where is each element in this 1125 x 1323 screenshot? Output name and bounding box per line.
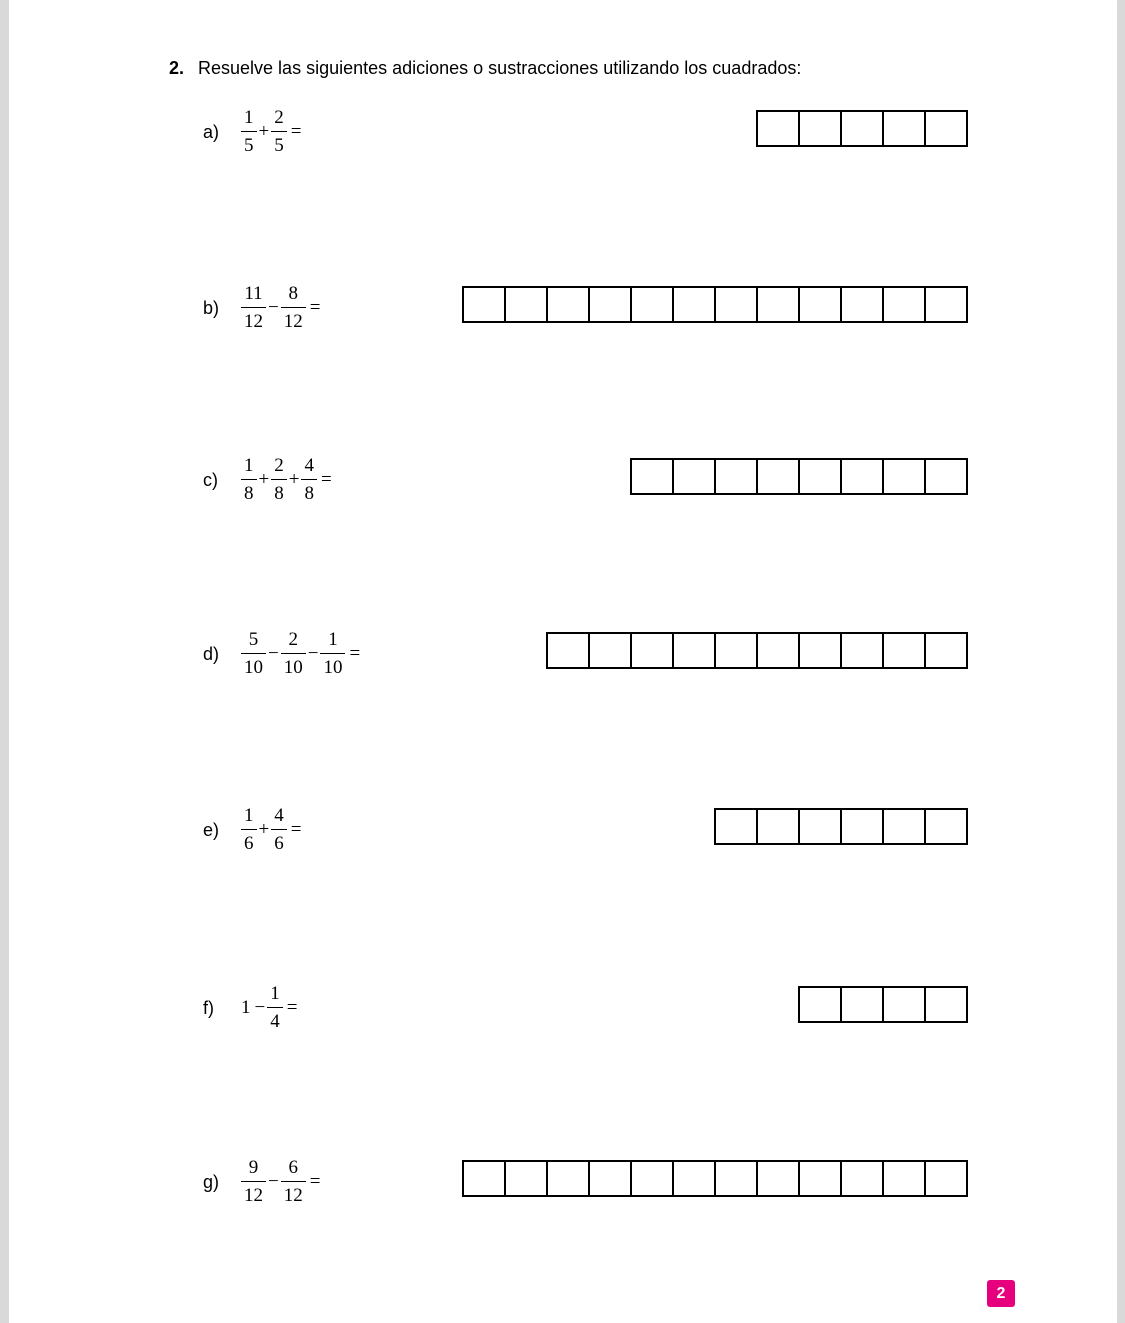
math-expression bbox=[241, 806, 303, 853]
operator-sign: + bbox=[258, 818, 270, 840]
fraction-numerator: 1 bbox=[270, 983, 280, 1004]
answer-square[interactable] bbox=[884, 458, 926, 495]
fraction-numerator: 1 bbox=[244, 107, 254, 128]
fraction-numerator: 2 bbox=[274, 107, 284, 128]
worksheet-page bbox=[9, 0, 1117, 1323]
answer-square[interactable] bbox=[674, 632, 716, 669]
exercise-item bbox=[9, 283, 1117, 346]
equals-sign: = bbox=[286, 996, 298, 1018]
fraction-numerator: 8 bbox=[288, 283, 298, 304]
item-letter: e) bbox=[203, 820, 220, 840]
answer-square[interactable] bbox=[842, 632, 884, 669]
operator-sign: − bbox=[307, 642, 319, 664]
answer-square[interactable] bbox=[842, 808, 884, 845]
math-expression bbox=[241, 630, 362, 677]
equals-sign: = bbox=[309, 296, 321, 318]
fraction-denominator: 10 bbox=[244, 657, 263, 678]
fraction bbox=[281, 284, 306, 331]
fraction-denominator: 12 bbox=[244, 311, 263, 332]
math-expression bbox=[241, 456, 334, 503]
fraction-denominator: 12 bbox=[244, 1185, 263, 1206]
fraction bbox=[320, 630, 345, 677]
fraction-numerator: 5 bbox=[248, 629, 259, 650]
fraction-denominator: 8 bbox=[244, 483, 254, 504]
answer-square[interactable] bbox=[926, 1160, 968, 1197]
answer-square[interactable] bbox=[758, 1160, 800, 1197]
operator-sign: + bbox=[258, 468, 270, 490]
answer-square[interactable] bbox=[758, 808, 800, 845]
equals-sign: = bbox=[349, 642, 361, 664]
fraction-denominator: 10 bbox=[283, 657, 303, 678]
answer-square[interactable] bbox=[716, 286, 758, 323]
fraction-denominator: 5 bbox=[244, 135, 254, 156]
exercise-item bbox=[9, 1157, 1117, 1220]
fraction-numerator: 1 bbox=[244, 805, 254, 826]
answer-squares bbox=[546, 632, 968, 669]
math-expression bbox=[241, 1158, 322, 1205]
fraction-denominator: 12 bbox=[283, 1185, 303, 1206]
answer-square[interactable] bbox=[800, 1160, 842, 1197]
answer-square[interactable] bbox=[842, 986, 884, 1023]
answer-square[interactable] bbox=[884, 632, 926, 669]
item-letter: g) bbox=[203, 1172, 220, 1192]
fraction-numerator: 9 bbox=[248, 1157, 259, 1178]
answer-square[interactable] bbox=[842, 110, 884, 147]
fraction-numerator: 2 bbox=[274, 455, 284, 476]
answer-square[interactable] bbox=[632, 286, 674, 323]
item-letter: c) bbox=[203, 470, 218, 490]
item-letter: b) bbox=[203, 298, 220, 318]
exercise-item bbox=[9, 455, 1117, 518]
answer-square[interactable] bbox=[716, 1160, 758, 1197]
answer-square[interactable] bbox=[716, 808, 758, 845]
fraction-denominator: 12 bbox=[283, 311, 303, 332]
fraction bbox=[281, 630, 306, 677]
fraction bbox=[271, 806, 287, 853]
answer-square[interactable] bbox=[926, 808, 968, 845]
fraction-denominator: 10 bbox=[323, 657, 343, 678]
answer-square[interactable] bbox=[800, 286, 842, 323]
answer-squares bbox=[798, 986, 968, 1023]
answer-square[interactable] bbox=[758, 632, 800, 669]
answer-square[interactable] bbox=[926, 632, 968, 669]
answer-square[interactable] bbox=[674, 286, 716, 323]
fraction-denominator: 5 bbox=[274, 135, 284, 156]
fraction bbox=[301, 456, 317, 503]
operator-sign: + bbox=[288, 468, 300, 490]
operator-sign: − bbox=[268, 642, 279, 664]
answer-square[interactable] bbox=[800, 632, 842, 669]
operator-sign: − bbox=[268, 296, 279, 318]
fraction-denominator: 6 bbox=[274, 833, 284, 854]
operator-sign: + bbox=[258, 120, 270, 142]
item-letter: a) bbox=[203, 122, 220, 142]
answer-square[interactable] bbox=[926, 458, 968, 495]
answer-square[interactable] bbox=[842, 1160, 884, 1197]
item-letter: d) bbox=[203, 644, 220, 664]
answer-square[interactable] bbox=[926, 986, 968, 1023]
answer-square[interactable] bbox=[800, 458, 842, 495]
exercise-item bbox=[9, 629, 1117, 692]
fraction bbox=[241, 1158, 266, 1205]
fraction bbox=[271, 108, 287, 155]
answer-square[interactable] bbox=[884, 986, 926, 1023]
fraction bbox=[281, 1158, 306, 1205]
answer-square[interactable] bbox=[464, 1160, 506, 1197]
answer-square[interactable] bbox=[674, 1160, 716, 1197]
exercise-number: 2. bbox=[169, 58, 185, 78]
answer-square[interactable] bbox=[674, 458, 716, 495]
fraction-denominator: 8 bbox=[274, 483, 284, 504]
fraction bbox=[241, 456, 257, 503]
answer-square[interactable] bbox=[884, 1160, 926, 1197]
answer-square[interactable] bbox=[800, 986, 842, 1023]
item-letter: f) bbox=[203, 998, 214, 1018]
answer-square[interactable] bbox=[506, 1160, 548, 1197]
answer-square[interactable] bbox=[548, 1160, 590, 1197]
answer-square[interactable] bbox=[632, 1160, 674, 1197]
fraction-numerator: 11 bbox=[244, 283, 263, 304]
fraction bbox=[241, 806, 257, 853]
fraction-numerator: 1 bbox=[328, 629, 338, 650]
math-expression bbox=[241, 108, 303, 155]
answer-square[interactable] bbox=[464, 286, 506, 323]
answer-squares bbox=[714, 808, 968, 845]
answer-square[interactable] bbox=[884, 808, 926, 845]
answer-square[interactable] bbox=[800, 110, 842, 147]
answer-square[interactable] bbox=[884, 110, 926, 147]
answer-square[interactable] bbox=[548, 632, 590, 669]
equals-sign: = bbox=[320, 468, 332, 490]
answer-square[interactable] bbox=[842, 286, 884, 323]
exercise-item bbox=[9, 805, 1117, 868]
answer-square[interactable] bbox=[590, 1160, 632, 1197]
answer-square[interactable] bbox=[632, 458, 674, 495]
fraction-numerator: 2 bbox=[288, 629, 298, 650]
answer-squares bbox=[756, 110, 968, 147]
answer-square[interactable] bbox=[842, 458, 884, 495]
equals-sign: = bbox=[290, 818, 302, 840]
page-number-badge: 2 bbox=[987, 1280, 1015, 1307]
fraction bbox=[271, 456, 287, 503]
answer-square[interactable] bbox=[506, 286, 548, 323]
answer-squares bbox=[462, 1160, 968, 1197]
fraction-denominator: 4 bbox=[270, 1011, 280, 1032]
fraction-denominator: 8 bbox=[304, 483, 314, 504]
fraction-numerator: 4 bbox=[274, 805, 284, 826]
exercise-instruction: Resuelve las siguientes adiciones o sustracciones utilizando los cuadrados: bbox=[198, 58, 802, 78]
answer-square[interactable] bbox=[884, 286, 926, 323]
equals-sign: = bbox=[309, 1170, 321, 1192]
fraction-numerator: 1 bbox=[244, 455, 254, 476]
fraction bbox=[241, 108, 257, 155]
fraction-denominator: 6 bbox=[244, 833, 254, 854]
answer-square[interactable] bbox=[926, 110, 968, 147]
answer-square[interactable] bbox=[590, 632, 632, 669]
operator-sign: − bbox=[268, 1170, 279, 1192]
math-expression bbox=[241, 984, 299, 1031]
fraction-numerator: 6 bbox=[288, 1157, 298, 1178]
fraction-numerator: 4 bbox=[304, 455, 314, 476]
answer-square[interactable] bbox=[758, 458, 800, 495]
answer-square[interactable] bbox=[716, 458, 758, 495]
answer-square[interactable] bbox=[632, 632, 674, 669]
answer-square[interactable] bbox=[590, 286, 632, 323]
whole-number: 1 bbox=[241, 996, 251, 1018]
fraction bbox=[241, 284, 266, 331]
exercise-heading bbox=[169, 58, 801, 79]
answer-square[interactable] bbox=[926, 286, 968, 323]
exercise-item bbox=[9, 107, 1117, 170]
equals-sign: = bbox=[290, 120, 302, 142]
answer-squares bbox=[630, 458, 968, 495]
answer-square[interactable] bbox=[758, 110, 800, 147]
answer-square[interactable] bbox=[548, 286, 590, 323]
fraction bbox=[267, 984, 283, 1031]
fraction bbox=[241, 630, 266, 677]
answer-square[interactable] bbox=[800, 808, 842, 845]
answer-squares bbox=[462, 286, 968, 323]
operator-sign: − bbox=[254, 996, 266, 1018]
answer-square[interactable] bbox=[758, 286, 800, 323]
math-expression bbox=[241, 284, 322, 331]
answer-square[interactable] bbox=[716, 632, 758, 669]
exercise-item bbox=[9, 983, 1117, 1046]
